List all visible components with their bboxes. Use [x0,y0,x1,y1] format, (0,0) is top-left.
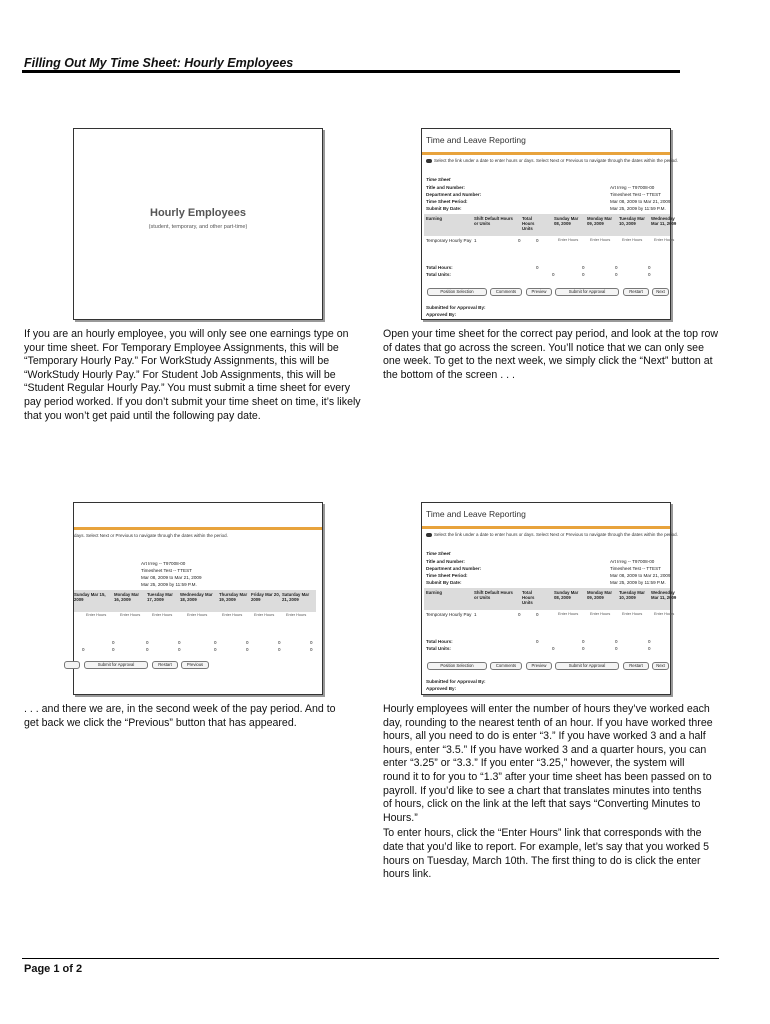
enter-hours-link[interactable]: Enter Hours [622,612,643,616]
total-value: 0 [246,647,249,652]
field-value: Timesheet Test -- TTEST [610,192,661,197]
previous-button[interactable]: Previous [181,661,209,669]
col-date: Monday Mar 09, 2009 [587,216,613,226]
col-earning: Earning [426,216,442,221]
submit-for-approval-button[interactable]: Submit for Approval [555,288,619,296]
position-selection-button[interactable]: Position Selection [427,288,487,296]
total-value: 0 [615,639,618,644]
field-value: Timesheet Test -- TTEST [610,566,661,571]
section-label: Time Sheet [426,551,451,556]
footer-rule [22,958,719,959]
info-icon [426,533,432,537]
paragraph-hourly-intro [24,328,362,423]
total-value: 0 [648,272,651,277]
text-block: . . . and there we are, in the second week of the pay period. And to get back we click the “Previous” button that has appeared. [24,703,336,729]
total-units-value: 0 [536,238,539,243]
title-rule [22,70,680,73]
position-selection-button[interactable]: Position Selection [427,662,487,670]
col-date: Saturday Mar 21, 2009 [282,592,310,602]
instruction-hint: Select the link under a date to enter hours or days. Select Next or Previous to navigate through the dates within the period. [426,532,678,537]
total-value: 0 [552,272,555,277]
col-date: Tuesday Mar 10, 2009 [619,216,645,226]
col-earning: Earning [426,590,442,595]
text-block: To enter hours, click the “Enter Hours” link that corresponds with the date that you’d like to report. For example, let’s say that you worked 5 hours on Tuesday, March 10th. The first thing to do is click the enter hours link. [383,827,710,881]
instruction-hint: Select the link under a date to enter hours or days. Select Next or Previous to navigate through the dates within the period. [426,158,678,163]
submit-for-approval-button[interactable]: Submit for Approval [84,661,148,669]
field-value: Mar 25, 2009 by 11:59 P.M. [141,582,197,587]
shift-value: 1 [474,612,477,617]
field-label: Title and Number: [426,559,465,564]
shift-value: 1 [474,238,477,243]
paragraph-second-week [24,703,344,730]
slide-title: Hourly Employees [150,207,246,219]
instruction-hint: days. Select Next or Previous to navigate through the dates within the period. [74,533,228,538]
total-value: 0 [582,272,585,277]
enter-hours-link[interactable]: Enter Hours [590,612,611,616]
col-date: Wednesday Mar 11, 2009 [651,216,677,226]
preview-button[interactable]: Preview [526,288,552,296]
total-value: 0 [582,646,585,651]
submit-for-approval-button[interactable]: Submit for Approval [555,662,619,670]
total-value: 0 [582,265,585,270]
screen-title: Time and Leave Reporting [426,509,526,519]
total-value: 0 [536,265,539,270]
info-icon [426,159,432,163]
field-label: Submit By Date: [426,580,462,585]
total-value: 0 [146,647,149,652]
field-value: Mar 08, 2009 to Mar 21, 2009 [610,573,671,578]
enter-hours-link[interactable]: Enter Hours [654,238,675,242]
field-label: Time Sheet Period: [426,573,468,578]
total-value: 0 [178,647,181,652]
text-block: Open your time sheet for the correct pay period, and look at the top row of dates that go across the screen. You’ll notice that we can only see one week. To get to the next week, we simply click the “Next” button at the bottom of the screen . . . [383,328,719,381]
total-value: 0 [278,647,281,652]
enter-hours-link[interactable]: Enter Hours [120,613,141,617]
approved-label: Approved By: [426,686,457,691]
earning-row-label: Temporary Hourly Pay [426,612,472,617]
enter-hours-link[interactable]: Enter Hours [152,613,173,617]
col-shift: Shift Default Hours or Units [474,216,513,226]
total-units-label: Total Units: [426,646,451,651]
field-value: Mar 08, 2009 to Mar 21, 2009 [610,199,671,204]
paragraph-enter-hours [383,703,713,882]
total-value: 0 [82,647,85,652]
col-date: Wednesday Mar 11, 2009 [651,590,677,600]
comments-button[interactable]: Comments [490,288,522,296]
field-label: Department and Number: [426,566,482,571]
total-value: 0 [582,639,585,644]
col-date: Monday Mar 09, 2009 [587,590,613,600]
col-date: Tuesday Mar 17, 2009 [147,592,173,602]
restart-button[interactable]: Restart [623,288,649,296]
field-value: Mar 25, 2009 by 11:59 P.M. [610,206,666,211]
field-label: Department and Number: [426,192,482,197]
section-label: Time Sheet [426,177,451,182]
total-value: 0 [615,646,618,651]
comments-button[interactable]: Comments [490,662,522,670]
total-hours-value: 0 [518,612,521,617]
col-date: Monday Mar 16, 2009 [114,592,140,602]
total-units-label: Total Units: [426,272,451,277]
total-value: 0 [214,640,217,645]
field-value: Art Irreg -- T97008-00 [610,185,655,190]
enter-hours-link[interactable]: Enter Hours [254,613,275,617]
enter-hours-link[interactable]: Enter Hours [558,612,579,616]
enter-hours-link[interactable]: Enter Hours [590,238,611,242]
col-date: Tuesday Mar 10, 2009 [619,590,645,600]
paragraph-open-timesheet [383,328,721,382]
total-hours-label: Total Hours: [426,265,453,270]
text-block: Hourly employees will enter the number of hours they’ve worked each day, rounding to the nearest tenth of an hour. If you have worked three hours, all you need to do is enter “3.” If you have worked 3 and a half hours, enter “3.5.” If you have worked 3 and a quarter hours, you can enter “3.25” or “3.3.” If you enter “3.25,” however, the system will round it to for you to “1.3” after your time sheet has been passed on to payroll. If you’d like to see a chart that translates minutes into tenths of hours, click on the link at the left that says “Converting Minutes to Hours.” [383,703,713,824]
enter-hours-link[interactable]: Enter Hours [558,238,579,242]
slide-hourly-employees [73,128,323,320]
preview-button[interactable] [64,661,80,669]
earning-row-label: Temporary Hourly Pay [426,238,472,243]
col-date: Wednesday Mar 18, 2009 [180,592,213,602]
field-value: Timesheet Test -- TTEST [141,568,192,573]
total-value: 0 [178,640,181,645]
text-block: If you are an hourly employee, you will only see one earnings type on your time sheet. For Temporary Employee Assignments, this will be “Temporary Hourly Pay.” For WorkStudy Assignments, this will be “WorkStudy Hourly Pay.” For Student Job Assignments, this will be “Student Regular Hourly Pay.” You must submit a time sheet for every pay period worked. If you don’t submit your time sheet on time, it’s likely that you won’t get paid until the following pay date. [24,328,361,422]
total-value: 0 [310,640,313,645]
submitted-label: Submitted for Approval By: [426,679,486,684]
accent-bar [422,526,670,529]
col-date: Friday Mar 20, 2009 [251,592,280,602]
screenshot-timesheet-week1 [421,128,678,320]
total-value: 0 [536,639,539,644]
next-button[interactable]: Next [652,662,669,670]
total-value: 0 [552,646,555,651]
preview-button[interactable]: Preview [526,662,552,670]
approved-label: Approved By: [426,312,457,317]
total-value: 0 [112,647,115,652]
enter-hours-link[interactable]: Enter Hours [654,612,675,616]
col-date: Sunday Mar 15, 2009 [74,592,106,602]
field-label: Submit By Date: [426,206,462,211]
total-hours-label: Total Hours: [426,639,453,644]
total-value: 0 [615,265,618,270]
field-value: Mar 08, 2009 to Mar 21, 2009 [141,575,202,580]
slide-subtitle: (student, temporary, and other part-time) [148,224,248,230]
col-date: Sunday Mar 08, 2009 [554,216,579,226]
total-value: 0 [648,639,651,644]
enter-hours-link[interactable]: Enter Hours [222,613,243,617]
total-value: 0 [146,640,149,645]
field-label: Time Sheet Period: [426,199,468,204]
field-value: Mar 25, 2009 by 11:59 P.M. [610,580,666,585]
enter-hours-link[interactable]: Enter Hours [286,613,307,617]
document-title: Filling Out My Time Sheet: Hourly Employees [24,56,294,70]
col-date: Thursday Mar 19, 2009 [219,592,248,602]
col-total: Total Hours Units [522,216,535,231]
total-value: 0 [246,640,249,645]
screenshot-timesheet-week1-again [421,502,678,695]
submitted-label: Submitted for Approval By: [426,305,486,310]
total-units-value: 0 [536,612,539,617]
restart-button[interactable]: Restart [152,661,178,669]
accent-bar [422,152,670,155]
enter-hours-link[interactable]: Enter Hours [187,613,208,617]
accent-bar [74,527,322,530]
field-value: Art Irreg -- T97008-00 [610,559,655,564]
enter-hours-link[interactable]: Enter Hours [86,613,107,617]
screenshot-timesheet-week2 [73,502,323,695]
enter-hours-link[interactable]: Enter Hours [622,238,643,242]
total-hours-value: 0 [518,238,521,243]
total-value: 0 [112,640,115,645]
total-value: 0 [648,265,651,270]
total-value: 0 [648,646,651,651]
screen-title: Time and Leave Reporting [426,135,526,145]
next-button[interactable]: Next [652,288,669,296]
total-value: 0 [310,647,313,652]
total-value: 0 [615,272,618,277]
field-value: Art Irreg -- T97008-00 [141,561,186,566]
col-total: Total Hours Units [522,590,535,605]
col-shift: Shift Default Hours or Units [474,590,513,600]
restart-button[interactable]: Restart [623,662,649,670]
total-value: 0 [278,640,281,645]
field-label: Title and Number: [426,185,465,190]
total-value: 0 [214,647,217,652]
col-date: Sunday Mar 08, 2009 [554,590,579,600]
page-number: Page 1 of 2 [24,963,83,975]
